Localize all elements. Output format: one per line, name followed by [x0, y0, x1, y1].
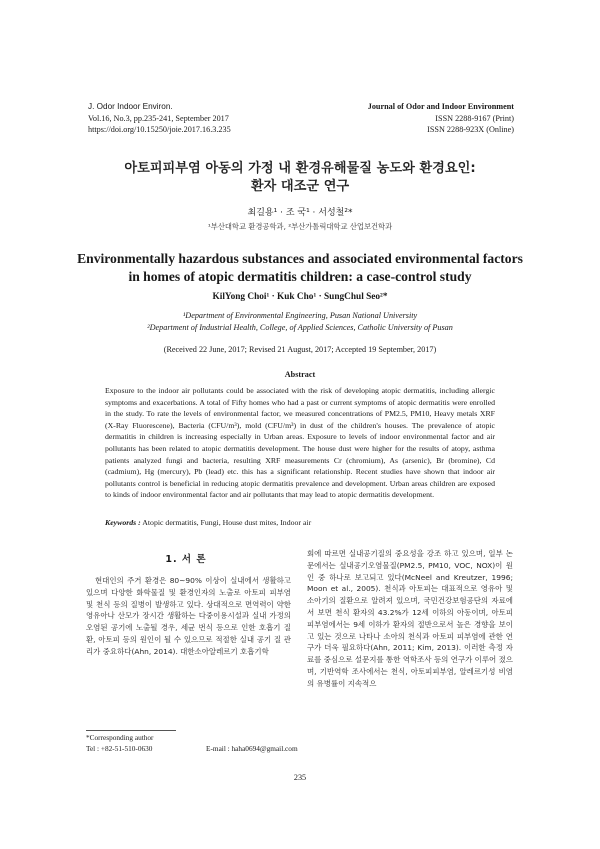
- page-number: 235: [293, 773, 307, 782]
- korean-title-line1: 아토피피부염 아동의 가정 내 환경유해물질 농도와 환경요인:: [124, 161, 476, 176]
- keywords-label: Keywords :: [105, 518, 141, 527]
- english-affiliation-2: ²Department of Industrial Health, College, of Applied Sciences, Catholic University of Pusan: [147, 322, 453, 332]
- english-title: [60, 250, 540, 286]
- corresponding-label: *Corresponding author: [86, 733, 154, 742]
- intro-right-column: 회에 따르면 실내공기질의 중요성을 강조 하고 있으며, 일부 논문에서는 실내공기오염물질(PM2.5, PM10, VOC, NOX)이 원인 중 하나로 보고되고 있다(McNeel and Kreutzer, 1996; Moon et al., 2005). 천식과 아토피는 대표적으로 영유아 및 소아기의 질환으로 알려져 있으며, 국민건강보험공단의 자료에서 보면 천식 환자의 43.2%가 12세 이하의 아동이며, 아토피 피부염에서는 9세 이하가 환자의 절반으로서 높은 경향을 보이고 있는 것으로 나타나 소아의 천식과 아토피 피부염에 관한 연구가 더욱 필요하다(Ahn, 2011; Kim, 2013). 이러한 측정 자료를 중심으로 설문지를 통한 역학조사 등의 연구가 이루어 졌으며, 기반역학 조사에서는 천식, 아토피피부염, 알레르기성 비염의 유병률이 지속적으: [307, 549, 513, 688]
- english-authors: KilYong Choi¹ · Kuk Cho¹ · SungChul Seo²*: [212, 292, 388, 302]
- journal-full-name: Journal of Odor and Indoor Environment: [367, 102, 514, 111]
- korean-authors: 최길용¹ · 조 국¹ · 서성철²*: [247, 208, 353, 218]
- issn-print: ISSN 2288-9167 (Print): [435, 113, 514, 123]
- english-title-line1: Environmentally hazardous substances and associated environmental factors: [77, 251, 523, 266]
- keywords-list: Atopic dermatitis, Fungi, House dust mites, Indoor air: [140, 518, 312, 527]
- english-affiliations: [0, 310, 600, 334]
- abstract-heading: Abstract: [284, 370, 316, 379]
- volume-info: Vol.16, No.3, pp.235-241, September 2017: [88, 113, 229, 123]
- corresponding-email[interactable]: E-mail : haha0694@gmail.com: [206, 743, 298, 753]
- korean-affiliations: ¹부산대학교 환경공학과, ²부산가톨릭대학교 산업보건학과: [207, 222, 393, 231]
- journal-header-right: [368, 101, 514, 136]
- korean-title-line2: 환자 대조군 연구: [250, 179, 350, 194]
- korean-title: [0, 160, 600, 196]
- corresponding-footnote: [86, 733, 298, 754]
- corresponding-tel: Tel : +82-51-510-0630: [86, 743, 153, 753]
- issn-online: ISSN 2288-923X (Online): [427, 125, 514, 134]
- keywords: [105, 518, 495, 527]
- journal-header-left: [88, 101, 231, 136]
- footnote-divider: [86, 730, 176, 731]
- english-title-line2: in homes of atopic dermatitis children: a case-control study: [128, 269, 472, 284]
- received-dates: (Received 22 June, 2017; Revised 21 August, 2017; Accepted 19 September, 2017): [163, 345, 437, 354]
- journal-short-name: J. Odor Indoor Environ.: [88, 102, 173, 111]
- doi-link[interactable]: https://doi.org/10.15250/joie.2017.16.3.235: [88, 125, 231, 134]
- intro-left-column: 현대인의 주거 환경은 80~90% 이상이 실내에서 생활하고 있으며 다양한 화학물질 및 환경인자의 노출로 아토피 피부염 및 천식 등의 질병이 발생하고 있다. 상대적으로 면역력이 약한 영유아나 산모가 장시간 생활하는 다중이용시설과 실내 가정의 오염된 공기에 노출될 경우, 세균 번식 등으로 인한 호흡기 질환, 아토피 등의 원인이 될 수 있으므로 적절한 실내 공기 질 관리가 중요하다(Ahn, 2014). 대한소아알레르기 호흡기학: [86, 576, 291, 656]
- english-affiliation-1: ¹Department of Environmental Engineering, Pusan National University: [182, 311, 418, 320]
- abstract-text: Exposure to the indoor air pollutants could be associated with the risk of developing atopic dermatitis, including allergic symptoms and exacerbations. A total of Fifty homes who had a past or current symptoms of atopic dermatitis were enrolled in the study. To rate the levels of environmental factor, we measured concentrations of PM2.5, PM10, Heavy metals XRF (X-Ray Fluorescene), Bacteria (CFU/m³), mold (CFU/m³) in dust of the children's houses. The prevalence of atopic dermatitis in children is increasing especially in Urban areas. Exposure to levels of indoor environmental factor and air pollutants has been related to atopic dermatitis development. The house dust were higher for the results of atopy, asthma patients analyzed fungi and bacteria, resulting XRF measurements Cr (chromium), As (arsenic), Br (bromine), Cd (cadmium), Hg (mercury), Pb (lead) etc. this has a significant relationship. Recent studies have shown that indoor air pollutants control is beneficial in reducing atopic dermatitis prevalence and development. Urban areas children are exposed to kinds of indoor environmental factor and air pollutants that may lead to atopic dermatitis development.: [105, 386, 495, 500]
- section-title-introduction: 1. 서 론: [165, 554, 207, 565]
